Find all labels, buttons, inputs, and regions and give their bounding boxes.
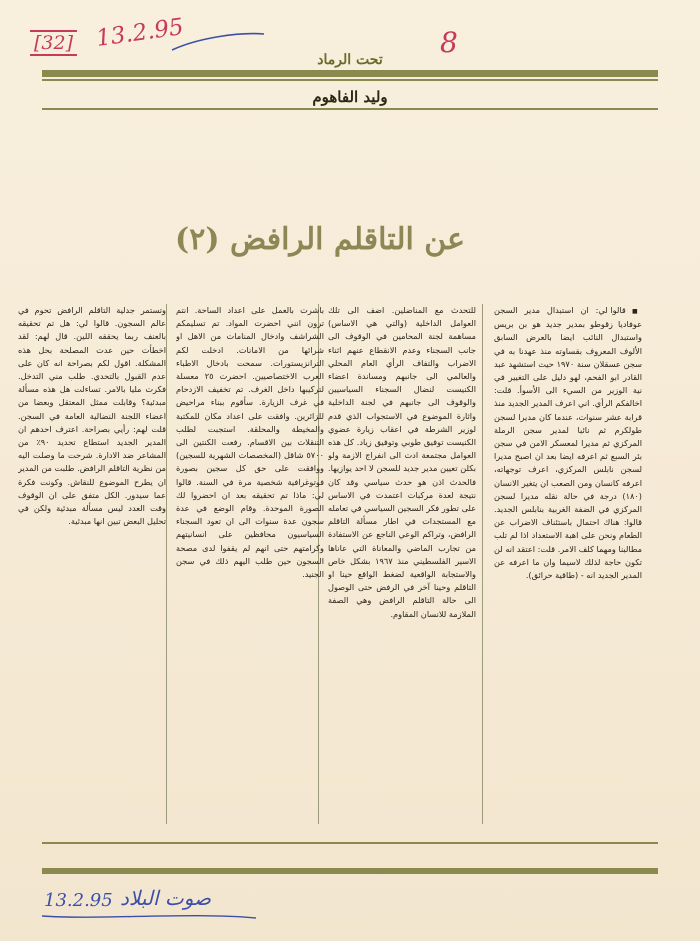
article-column-3: باشرت بالعمل على اعداد الساحة. انتم ترون انني احضرت المواد. تم تسليمكم الشراشف وادخال المنامات من الاهل او شرائها من الامانات. ادخلت لكم الترانزيستورات. سمحت بادخال الاطباء العرب الاختصاصيين. احضرت ٢٥ معسلة لتركيبها داخل الغرف. تم تخفيف الازدحام في غرف الزيارة. سأقوم ببناء مراحيض للزائرين. وافقت على اعداد مكان للمكتبة والمخيطة والمحلقة. استجبت لطلب التنقلات بين الاقسام. رفعت الكنتين الى ٥٧٠٠ شاقل (المخصصات الشهرية للسجين) ووافقت على حق كل سجين بصورة فوتوغرافية شخصية مرة في السنة. قالوا لي: ماذا تم تحقيقه بعد ان احضروا لك الصورة الموحدة. وقام الوضع في عدة سجون عدة سنوات الى ان تعود السجناء السياسيون محافظين على انسانيتهم وكرامتهم حتى انهم لم يقفوا لدى مصحة السجون حين طلب اليهم ذلك في سجن الجنيد. [176,305,324,580]
article-column-4: وتستمر جدلية التاقلم الرافض تحوم في عالم السجون. قالوا لي: هل تم تحقيقه بالعنف ربما يحققه اللين. قال لهم: لقد اخطأت حين عدت المصلحة بحل هذه المشكلة. اقول لكم بصراحة انه كان على عدم القبول بالتحدي. طلب مني التدخل. فكرت مليا بالامر. تساءلت هل هذه مسألة مبدئية؟ وقابلت ممثل المعتقل وبعضا من اعضاء اللجنة النضالية العامة في السجن. قلت لهم: رأيي بصراحة. اعترف احدهم ان المدير الجديد استطاع تحديد ٩٠٪ من المشاعر ضد الادارة. شرحت ما وصلت اليه من نظرية التاقلم الرافض. طلبت من المدير ان يطرح الموضوع للنقاش. وكونت فكرة عما سيدور. الكل متفق على ان الوقوف وقت العدد ليس مسألة مبدئية ولكن في تحليل البعض تبين انها مبدئية. [18,305,166,527]
author-name: وليد الفاهوم [312,88,388,106]
pen-stroke-icon [168,28,268,58]
underline-stroke-icon [40,910,260,924]
article-column-2: للتحدث مع المناضلين. اضف الى تلك العوامل الداخلية (والتي هي الاساس) مساهمة لجنة المحامين في الوقوف الى جانب السجناء وعدم الانقطاع عنهم اثناء الاضراب والتفاف الرأي العام المحلي والعالمي الى جانبهم ومساندة اعضاء الكنيست لنضال السجناء السياسيين والوقوف الى جانبهم في لجنة الداخلية واثارة الموضوع في الاستجواب الذي قدم لوزير الشرطة في اعقاب زيارة عضوي الكنيست توفيق طوبي وتوفيق زياد. كل هذه العوامل مجتمعة ادت الى انفراج الازمة ولو بكلن تعيين مدير جديد للسجن لا احد يوازيها. فالحدث اذن هو حدث سياسي وقد كان نتيجة لعدة مركبات اعتمدت في الاساس على تطور فكر السجين السياسي في تعامله مع المستجدات في اطار مسألة التاقلم الرافض، وتراكم الوعي الناجع عن الاستفادة من تجارب الماضي والمعاناة التي عاناها الاسير الفلسطيني منذ ١٩٦٧ بشكل خاص والاستجابة الواقعية لضغط الواقع حينا او التاقلم وحينا آخر في الرفض حتى الوصول الى حالة التاقلم الرافض وهي الصفة الملازمة للانسان المقاوم. [328,305,476,619]
column-divider [482,304,483,824]
article-column-1: ■ قالوا لي: ان استبدال مدير السجن عوفاديا زقوطو بمدير جديد هو بن بريس واستبدال النائب ايضا بالعرض السابق الألوف المعروف بقساوته منذ عهدنا به في سجن عسقلان سنة ١٩٧٠ حيث استشهد عبد القادر ابو الفحم، لهو دليل على التغيير في نية الوزير من السيء الى الأسوأ. قلت: اخالفكم الرأي. اني اعرف المدير الجديد منذ قرابة عشر سنوات، عندما كان مديرا لسجن طولكرم ثم نائبا لمدير سجن الرملة المركزي ثم مديرا لمعسكر الامن في سجن بئر السبع ثم اعرفه ايضا بعد ان اصبح مديرا لسجن نابلس المركزي، اعرف توجهاته، اعرفه كانسان ومن الصعب ان يتغير الانسان (١٨٠) درجة في حالة نقله مديرا لسجن المركزي في الضفة الغربية بنابلس الجديد. قالوا: هناك احتمال باستئناف الاضراب عن الطعام ونحن على اهبة الاستعداد اذا لم تلب مطالبنا ومهما كلف الامر. قلت: اعتقد انه لن تكون حاجة لذلك لاسيما وان ما اعرفه عن المدير الجديد انه - (طاقية حرائق). [494,304,642,834]
source-name: صوت البلاد [120,886,212,910]
column-divider [166,304,167,824]
header-rule-mid [42,79,658,81]
reference-number: [32] [30,30,77,56]
article-title: عن التاقلم الرافض (٢) [175,222,465,257]
header-rule-top [42,70,658,77]
top-date: 13.2.95 [94,14,186,52]
page-mark: 8 [440,26,458,59]
header-rule-bottom [42,108,658,110]
section-title: تحت الرماد [317,52,383,68]
footer-rule-top [42,842,658,844]
bottom-date: 13.2.95 [44,890,113,911]
footer-rule-bottom [42,868,658,874]
